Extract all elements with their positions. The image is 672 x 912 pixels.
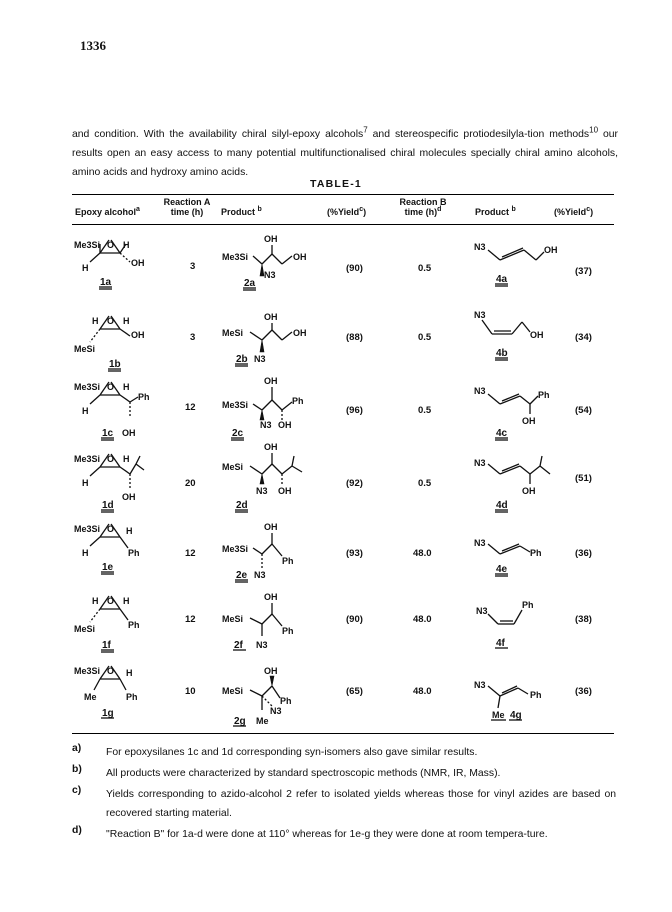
reaction-b-yield: (37) [575,266,592,277]
label-me3si: MeSi [222,614,244,624]
structure-epoxide-1f [74,592,154,654]
intro-text-2: and stereospecific protiodesilyla-tion methods [367,129,590,140]
compound-label-product: 2e [236,570,248,581]
structure-product-2f [222,588,322,654]
header-reaction-b-note: d [437,206,442,213]
reaction-b-time: 0.5 [418,332,432,343]
reaction-b-yield: (38) [575,614,592,625]
compound-label-product: 4c [496,428,508,439]
label-me3si: Me3Si [74,666,101,676]
footnote-key: c) [72,785,82,796]
label-me3si: MeSi [222,328,244,338]
compound-label-product: 2c [232,428,244,439]
table-top-rule [72,194,614,195]
header-product-a-note: b [257,206,262,213]
structure-epoxide-1d [74,450,154,516]
label-oh: OH [264,312,278,322]
label-ph: Ph [126,692,138,702]
label-n3: N3 [260,420,272,430]
reference-10: 10 [589,125,599,135]
reaction-b-time: 48.0 [413,614,432,625]
reaction-a-yield: (88) [346,332,363,343]
reaction-a-yield: (93) [346,548,363,559]
structure-epoxide-1e [74,520,154,582]
label-me3si: MeSi [74,624,96,634]
label-ph: Ph [538,390,550,400]
reaction-b-time: 0.5 [418,405,432,416]
reaction-a-time: 20 [185,478,196,489]
label-h: H [82,478,89,488]
structure-product-2c [222,374,322,444]
label-me3si: Me3Si [74,382,101,392]
label-oh: OH [522,416,536,426]
intro-text-3: our results open an easy access to many potential multifunctionalised chiral molecules specially chiral amino alcohols, amino acids and hydroxy amino acids. [72,129,619,178]
label-n3: N3 [474,386,486,396]
header-product-a [221,207,262,217]
label-oh: OH [122,492,136,502]
table-bottom-rule [72,733,614,734]
header-product-b [475,207,516,217]
reaction-a-yield: (65) [346,686,363,697]
structure-product-4e [474,534,564,580]
compound-label-product: 2g [234,716,246,727]
structure-epoxide-1c [74,378,154,444]
reaction-b-time: 48.0 [413,686,432,697]
label-o: O [107,524,115,534]
compound-label-epoxide: 1a [100,277,112,288]
reaction-b-yield: (54) [575,405,592,416]
header-epoxy-alcohol [75,207,140,217]
compound-label-product: 2b [236,354,248,365]
label-ph: Ph [282,626,294,636]
header-reaction-a [158,197,216,217]
header-yield-b-note: c [586,206,591,213]
label-h: H [123,316,130,326]
compound-label-product: 4d [496,500,508,511]
header-epoxy-alcohol-label: Epoxy alcohol [75,207,137,217]
structure-epoxide-1a [74,236,154,296]
label-oh: OH [264,376,278,386]
reaction-a-time: 3 [190,261,196,272]
label-me3si: MeSi [222,686,244,696]
label-n3: N3 [476,606,488,616]
label-h: H [92,596,99,606]
compound-label-epoxide: 1e [102,562,114,573]
label-ph: Ph [530,690,542,700]
reaction-b-yield: (34) [575,332,592,343]
footnote-key: a) [72,743,82,754]
reaction-b-yield: (36) [575,686,592,697]
structure-product-4a [474,236,564,292]
reaction-a-time: 3 [190,332,196,343]
structure-product-4g [474,676,570,730]
label-h: H [82,263,89,273]
reaction-a-time: 12 [185,402,196,413]
footnote-key: b) [72,764,82,775]
label-h: H [82,548,89,558]
structure-product-4b [474,308,564,368]
structure-epoxide-1b [74,312,154,374]
header-reaction-a-unit: time (h) [170,207,204,217]
label-h: H [123,382,130,392]
label-me3si: Me3Si [222,544,249,554]
header-reaction-b-label: Reaction B [399,197,447,207]
label-n3: N3 [256,640,268,650]
footnote-text: Yields corresponding to azido-alcohol 2 refer to isolated yields whereas those for vinyl azides are based on recovered starting material. [106,789,616,819]
label-n3: N3 [254,354,266,364]
label-oh: OH [522,486,536,496]
intro-text-1: and condition. With the availability chiral silyl-epoxy alcohols [72,129,364,140]
label-h: H [123,454,130,464]
reaction-b-time: 48.0 [413,548,432,559]
structure-product-2g [222,664,322,732]
label-ph: Ph [128,620,140,630]
label-oh: OH [278,486,292,496]
reaction-b-yield: (36) [575,548,592,559]
compound-label-product: 4b [496,348,508,359]
label-oh: OH [264,234,278,244]
header-product-b-note: b [511,206,516,213]
header-product-a-label: Product [221,207,256,217]
label-me3si: Me3Si [74,454,101,464]
reaction-a-yield: (96) [346,405,363,416]
label-oh: OH [544,245,558,255]
reaction-a-time: 10 [185,686,196,697]
label-o: O [107,382,115,392]
label-o: O [107,596,115,606]
compound-label-epoxide: 1c [102,428,114,439]
header-product-b-label: Product [475,207,510,217]
compound-label-product: 2a [244,278,256,289]
label-o: O [107,454,115,464]
label-n3: N3 [256,486,268,496]
structure-product-4d [474,452,564,514]
label-oh: OH [530,330,544,340]
label-o: O [107,666,115,676]
footnote-key: d) [72,825,82,836]
label-ph: Ph [128,548,140,558]
label-oh: OH [264,442,278,452]
label-oh: OH [122,428,136,438]
label-n3: N3 [474,242,486,252]
label-ph: Ph [282,556,294,566]
label-h: H [82,406,89,416]
reaction-a-time: 12 [185,548,196,559]
structure-epoxide-1g [74,662,154,728]
label-oh: OH [131,258,145,268]
label-me3si: Me3Si [222,252,249,262]
label-me3si: Me3Si [222,400,249,410]
header-reaction-b-unit: time (h) [404,207,438,217]
header-yield-a: (%Yield$^c$) [327,206,367,217]
label-ph: Ph [530,548,542,558]
reaction-a-yield: (90) [346,614,363,625]
label-me: Me [84,692,97,702]
compound-label-epoxide: 1b [109,359,121,370]
footnote-text: "Reaction B" for 1a-d were done at 110° whereas for 1e-g they were done at room tempera-ture. [106,829,548,840]
structure-product-2b [222,310,322,372]
label-h: H [123,596,130,606]
label-oh: OH [264,666,278,676]
label-n3: N3 [254,570,266,580]
label-oh: OH [131,330,145,340]
structure-product-2d [222,440,332,516]
label-me: Me [256,716,269,726]
compound-label-epoxide: 1d [102,500,114,511]
table-header-rule [72,224,614,225]
label-ph: Ph [292,396,304,406]
label-me3si: Me3Si [74,240,101,250]
reaction-b-yield: (51) [575,473,592,484]
label-me3si: Me3Si [74,524,101,534]
compound-label-product: 4a [496,274,508,285]
compound-label-product: 4e [496,564,508,575]
compound-label-product: 4g [510,710,522,721]
label-n3: N3 [474,538,486,548]
footnote-text: For epoxysilanes 1c and 1d corresponding syn-isomers also gave similar results. [106,747,478,758]
header-yield-a-label: (%Yield [327,207,360,217]
label-ph: Ph [280,696,292,706]
label-me3si: MeSi [222,462,244,472]
footnote-text: All products were characterized by standard spectroscopic methods (NMR, IR, Mass). [106,768,501,779]
page-number: 1336 [80,38,106,53]
header-epoxy-note: a [136,206,140,213]
header-yield-b: (%Yield$^c$) [554,206,594,217]
label-ph: Ph [138,392,150,402]
intro-paragraph [72,125,618,182]
table-title: TABLE-1 [310,178,362,190]
label-me: Me [492,710,505,720]
label-n3: N3 [474,458,486,468]
label-o: O [107,240,115,250]
structure-product-2e [222,516,322,586]
label-n3: N3 [474,310,486,320]
compound-label-product: 2f [234,640,243,651]
compound-label-epoxide: 1g [102,708,114,719]
label-oh: OH [264,522,278,532]
reaction-a-time: 12 [185,614,196,625]
label-me3si: MeSi [74,344,96,354]
header-yield-a-note: c [359,206,364,213]
header-reaction-b-unit-line [392,207,454,217]
reaction-a-yield: (90) [346,263,363,274]
reference-7: 7 [363,125,368,135]
label-h: H [126,526,133,536]
label-h: H [126,668,133,678]
label-n3: N3 [264,270,276,280]
label-ph: Ph [522,600,534,610]
header-reaction-a-label: Reaction A [163,197,211,207]
header-reaction-b [392,197,454,217]
label-n3: N3 [270,706,282,716]
structure-product-2a [222,232,322,296]
header-yield-b-label: (%Yield [554,207,587,217]
label-o: O [107,316,115,326]
label-h: H [92,316,99,326]
compound-label-epoxide: 1f [102,640,111,651]
reaction-a-yield: (92) [346,478,363,489]
compound-label-product: 2d [236,500,248,511]
label-oh: OH [293,328,307,338]
label-n3: N3 [474,680,486,690]
label-oh: OH [278,420,292,430]
reaction-b-time: 0.5 [418,263,432,274]
label-h: H [123,240,130,250]
label-oh: OH [264,592,278,602]
label-oh: OH [293,252,307,262]
reaction-b-time: 0.5 [418,478,432,489]
structure-product-4f [474,598,564,654]
structure-product-4c [474,384,564,444]
compound-label-product: 4f [496,638,505,649]
